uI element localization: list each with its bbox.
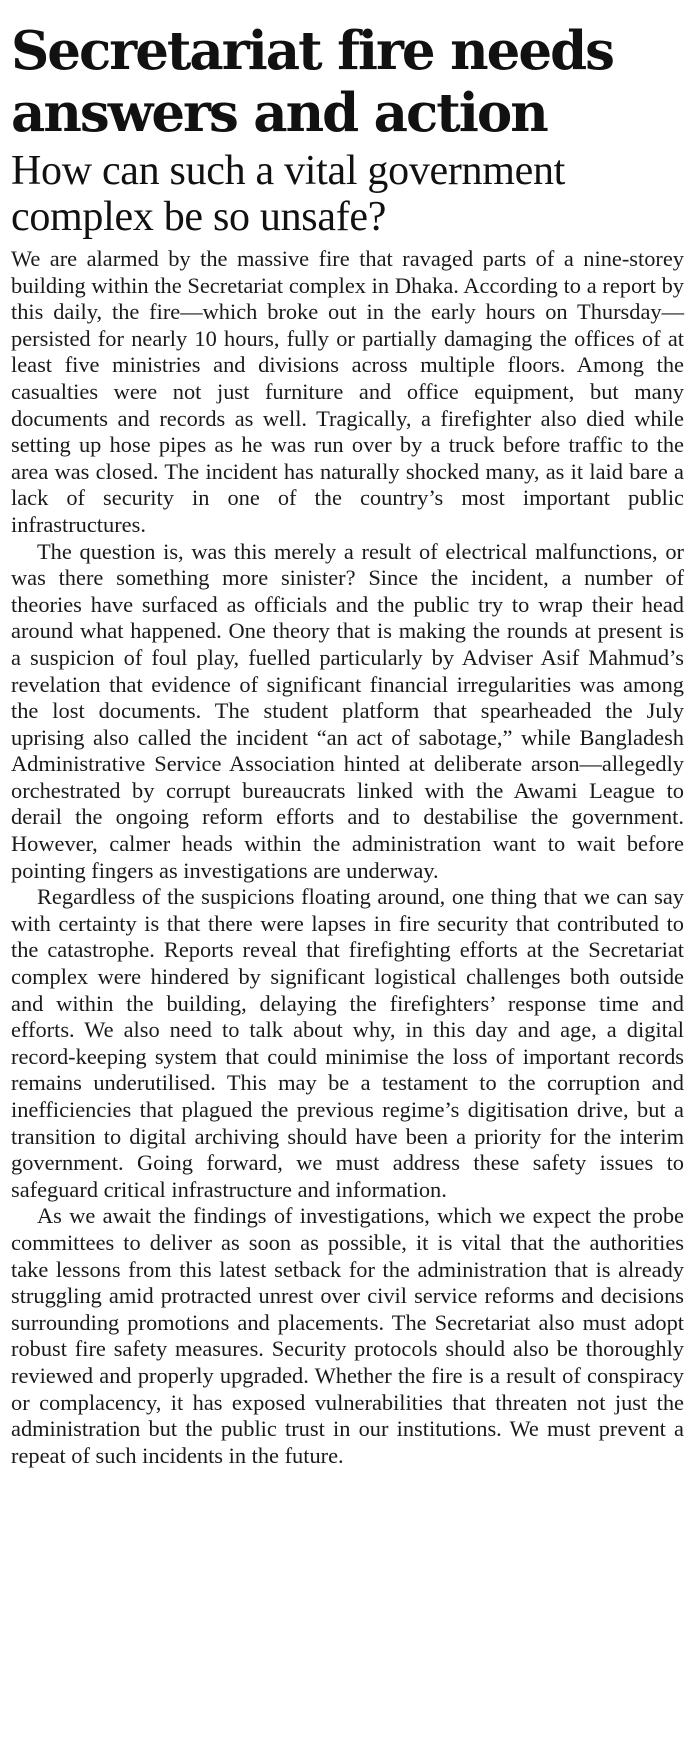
paragraph-3: Regardless of the suspicions floating around, one thing that we can say with certainty is that there were lapses in fire security that contributed to the catastrophe. Reports reveal that firefighting efforts at the Secretariat complex were hindered by significant logistical challenges both outside and within the building, delaying the firefighters’ response time and efforts. We also need to talk about why, in this day and age, a digital record-keeping system that could minimise the loss of important records remains underutilised. This may be a testament to the corruption and inefficiencies that plagued the previous regime’s digitisation drive, but a transition to digital archiving should have been a priority for the interim government. Going forward, we must address these safety issues to safeguard critical infrastructure and information.: [11, 884, 684, 1202]
headline: Secretariat fire needs answers and action: [11, 20, 613, 144]
paragraph-4: As we await the findings of investigations, which we expect the probe committees to deliver as soon as possible, it is vital that the authorities take lessons from this latest setback for the administration that is already struggling amid protracted unrest over civil service reforms and decisions surrounding promotions and placements. The Secretariat also must adopt robust fire safety measures. Security protocols should also be thoroughly reviewed and properly upgraded. Whether the fire is a result of conspiracy or complacency, it has exposed vulnerabilities that threaten not just the administration but the public trust in our institutions. We must prevent a repeat of such incidents in the future.: [11, 1203, 684, 1468]
paragraph-1: We are alarmed by the massive fire that ravaged parts of a nine-storey building within the Secretariat complex in Dhaka. According to a report by this daily, the fire—which broke out in the early hours on Thursday—persisted for nearly 10 hours, fully or partially damaging the offices of at least five ministries and divisions across multiple floors. Among the casualties were not just furniture and office equipment, but many documents and records as well. Tragically, a firefighter also died while setting up hose pipes as he was run over by a truck before traffic to the area was closed. The incident has naturally shocked many, as it laid bare a lack of security in one of the country’s most important public infrastructures.: [11, 246, 684, 537]
subheadline: How can such a vital government complex be so unsafe?: [11, 148, 566, 240]
article-body: [11, 246, 684, 1469]
paragraph-2: The question is, was this merely a result of electrical malfunctions, or was there something more sinister? Since the incident, a number of theories have surfaced as officials and the public try to wrap their head around what happened. One theory that is making the rounds at present is a suspicion of foul play, fuelled particularly by Adviser Asif Mahmud’s revelation that evidence of significant financial irregularities was among the lost documents. The student platform that spearheaded the July uprising also called the incident “an act of sabotage,” while Bangladesh Administrative Service Association hinted at deliberate arson—allegedly orchestrated by corrupt bureaucrats linked with the Awami League to derail the ongoing reform efforts and to destabilise the government. However, calmer heads within the administration want to wait before pointing fingers as investigations are underway.: [11, 538, 684, 883]
